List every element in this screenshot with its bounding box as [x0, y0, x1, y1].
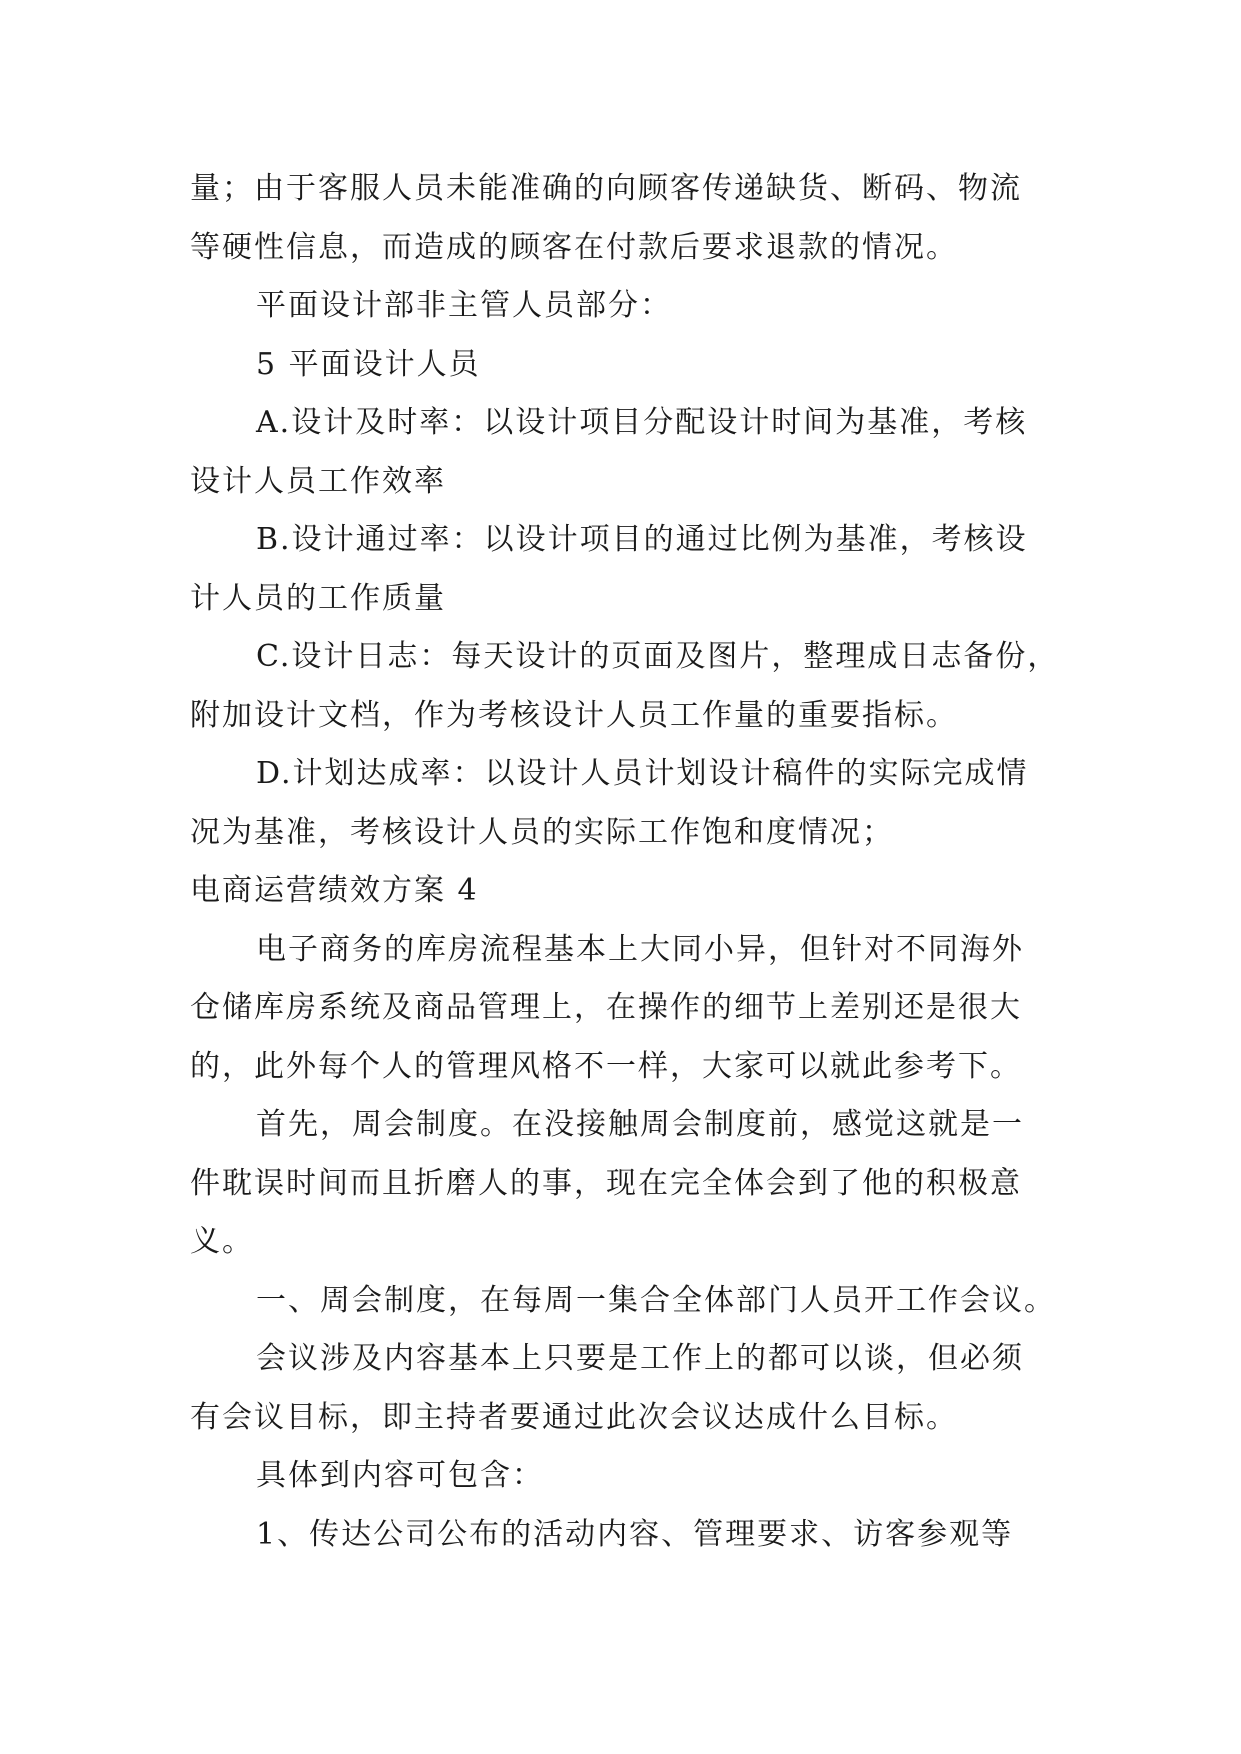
text-line: 仓储库房系统及商品管理上，在操作的细节上差别还是很大	[190, 990, 1022, 1025]
text-line: 会议涉及内容基本上只要是工作上的都可以谈，但必须	[256, 1341, 1024, 1376]
text-line: 的，此外每个人的管理风格不一样，大家可以就此参考下。	[190, 1048, 1022, 1084]
document-page	[190, 160, 1060, 1564]
text-line: 等硬性信息，而造成的顾客在付款后要求退款的情况。	[190, 229, 958, 265]
text-line: 况为基准，考核设计人员的实际工作饱和度情况；	[190, 814, 894, 850]
text-line: 5 平面设计人员	[256, 346, 481, 382]
text-line: D.计划达成率：以设计人员计划设计稿件的实际完成情	[256, 756, 1029, 791]
text-line: 附加设计文档，作为考核设计人员工作量的重要指标。	[190, 697, 958, 733]
text-line: A.设计及时率：以设计项目分配设计时间为基准，考核	[256, 405, 1028, 440]
text-line: C.设计日志：每天设计的页面及图片，整理成日志备份，	[256, 639, 1060, 674]
text-line: 平面设计部非主管人员部分：	[256, 288, 672, 323]
text-line: B.设计通过率：以设计项目的通过比例为基准，考核设	[256, 522, 1028, 557]
text-line: 电子商务的库房流程基本上大同小异，但针对不同海外	[256, 931, 1024, 967]
text-line: 义。	[190, 1224, 254, 1259]
text-line: 首先，周会制度。在没接触周会制度前，感觉这就是一	[256, 1107, 1024, 1142]
text-line: 1、传达公司公布的活动内容、管理要求、访客参观等	[256, 1516, 1014, 1552]
text-line: 一、周会制度，在每周一集合全体部门人员开工作会议。	[256, 1282, 1056, 1318]
text-line: 计人员的工作质量	[190, 580, 446, 616]
section-heading: 电商运营绩效方案 4	[190, 873, 479, 908]
text-line: 具体到内容可包含：	[256, 1458, 544, 1493]
text-line: 件耽误时间而且折磨人的事，现在完全体会到了他的积极意	[190, 1165, 1022, 1201]
text-line: 量；由于客服人员未能准确的向顾客传递缺货、断码、物流	[190, 171, 1022, 206]
text-line: 有会议目标，即主持者要通过此次会议达成什么目标。	[190, 1399, 958, 1435]
text-line: 设计人员工作效率	[190, 463, 446, 499]
